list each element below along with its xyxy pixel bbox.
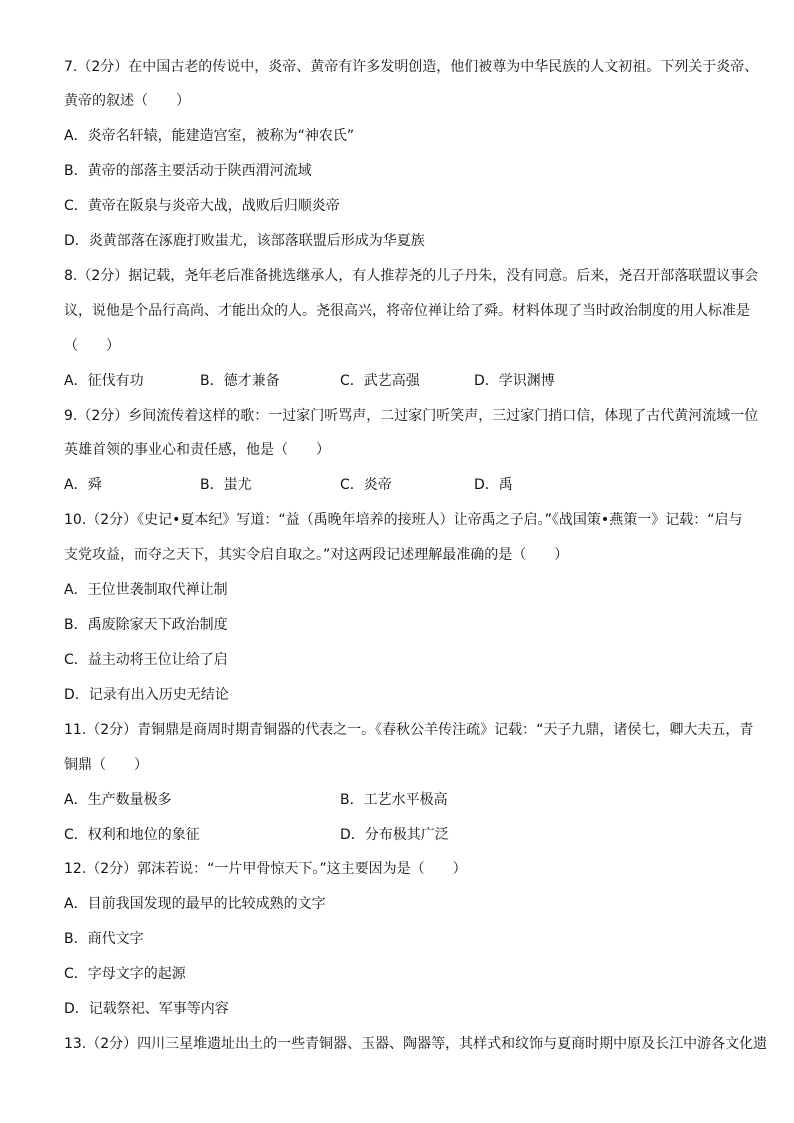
q10-option-b: B．禹废除家天下政治制度: [64, 617, 228, 633]
q11-option-c: C．权利和地位的象征: [64, 827, 200, 843]
q12-option-a: A．目前我国发现的最早的比较成熟的文字: [64, 896, 326, 912]
q11-option-d: D．分布极其广泛: [340, 827, 449, 843]
q13-stem-line-1: 13.（2分）四川三星堆遗址出土的一些青铜器、玉器、陶器等，其样式和纹饰与夏商时期中原及长江中游各文化遗: [64, 1036, 768, 1052]
q12-option-b: B．商代文字: [64, 931, 144, 947]
q10-stem-line-2: 支党攻益，而夺之天下，其实令启自取之。”对这两段记述理解最准确的是（ ）: [64, 547, 569, 563]
q8-stem-line-2: 议，说他是个品行高尚、才能出众的人。尧很高兴，将帝位禅让给了舜。材料体现了当时政治制度的用人标准是: [64, 303, 750, 319]
q8-option-c: C．武艺高强: [340, 373, 420, 389]
q7-stem-line-2: 黄帝的叙述（ ）: [64, 93, 190, 109]
q8-stem-line-1: 8.（2分）据记载，尧年老后准备挑选继承人，有人推荐尧的儿子丹朱，没有同意。后来，尧召开部落联盟议事会: [64, 268, 759, 284]
q10-option-c: C．益主动将王位让给了启: [64, 652, 228, 668]
q8-stem-line-3: （ ）: [64, 338, 120, 354]
q12-option-d: D．记载祭祀、军事等内容: [64, 1001, 229, 1017]
q10-option-a: A．王位世袭制取代禅让制: [64, 582, 228, 598]
q7-option-d: D．炎黄部落在涿鹿打败蚩尤，该部落联盟后形成为华夏族: [64, 233, 425, 249]
q7-option-a: A．炎帝名轩辕，能建造宫室，被称为“神农氏”: [64, 128, 355, 144]
q7-option-b: B．黄帝的部落主要活动于陕西渭河流域: [64, 163, 312, 179]
q8-option-a: A．征伐有功: [64, 373, 144, 389]
q9-option-b: B．蚩尤: [200, 477, 252, 493]
q11-option-a: A．生产数量极多: [64, 792, 172, 808]
q7-option-c: C．黄帝在阪泉与炎帝大战，战败后归顺炎帝: [64, 198, 340, 214]
q8-option-b: B．德才兼备: [200, 373, 280, 389]
q9-stem-line-1: 9.（2分）乡间流传着这样的歌：一过家门听骂声，二过家门听笑声，三过家门捎口信，体现了古代黄河流域一位: [64, 408, 759, 424]
q7-stem-line-1: 7.（2分）在中国古老的传说中，炎帝、黄帝有许多发明创造，他们被尊为中华民族的人文初祖。下列关于炎帝、: [64, 59, 759, 75]
q9-option-a: A．舜: [64, 477, 102, 493]
q9-option-d: D．禹: [474, 477, 513, 493]
q12-stem-line-1: 12.（2分）郭沫若说：“一片甲骨惊天下。”这主要因为是（ ）: [64, 861, 467, 877]
q10-option-d: D．记录有出入历史无结论: [64, 687, 229, 703]
q9-option-c: C．炎帝: [340, 477, 392, 493]
q8-option-d: D．学识渊博: [474, 373, 555, 389]
q12-option-c: C．字母文字的起源: [64, 966, 186, 982]
q11-option-b: B．工艺水平极高: [340, 792, 448, 808]
q11-stem-line-2: 铜鼎（ ）: [64, 757, 148, 773]
q9-stem-line-2: 英雄首领的事业心和责任感，他是（ ）: [64, 442, 330, 458]
q11-stem-line-1: 11.（2分）青铜鼎是商周时期青铜器的代表之一。《春秋公羊传注疏》记载：“天子九鼎，诸侯七，卿大夫五，青: [64, 722, 754, 738]
q10-stem-line-1: 10.（2分）《史记•夏本纪》写道：“益（禹晚年培养的接班人）让帝禹之子启。”《战国策•燕策一》记载：“启与: [64, 512, 743, 528]
